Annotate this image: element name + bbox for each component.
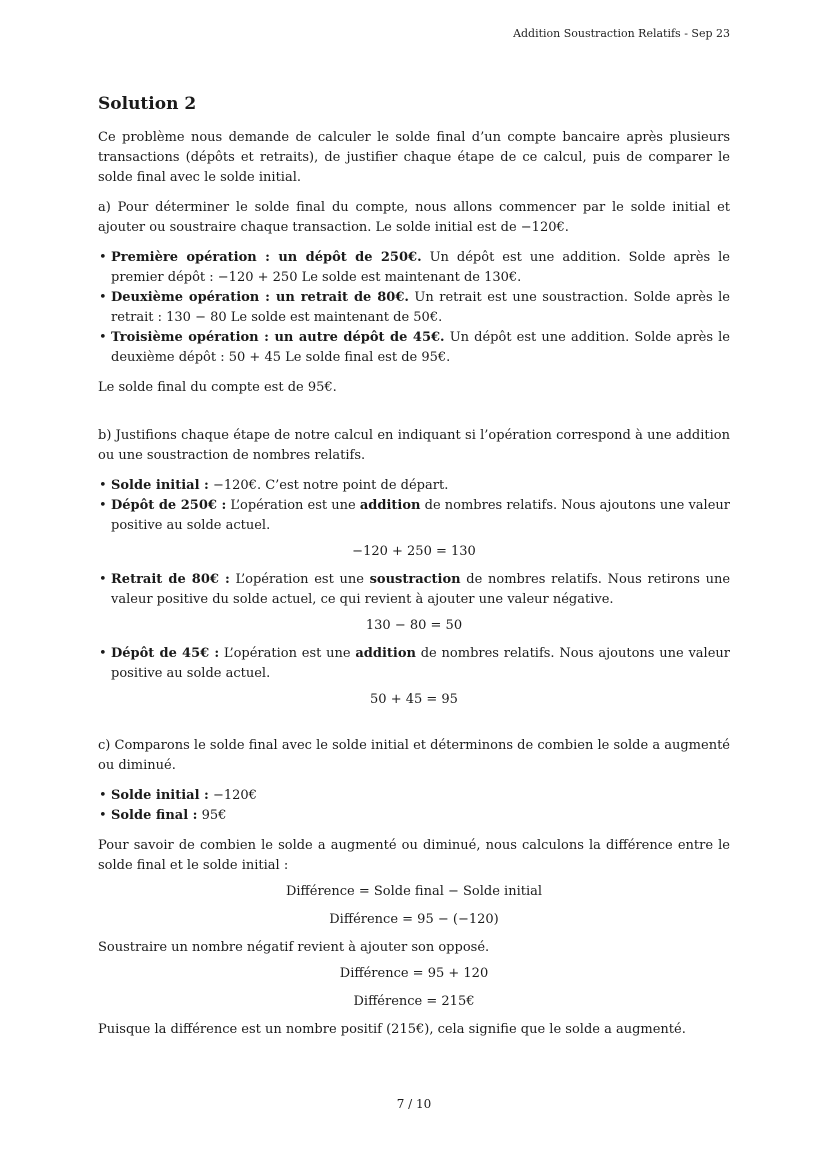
running-header: Addition Soustraction Relatifs - Sep 23 [513,27,730,40]
list-item: • Retrait de 80€ : L’opération est une soustraction de nombres relatifs. Nous retirons une valeur positive du solde actuel, ce qui revient à ajouter une valeur négative. [98,570,730,610]
part-b-list-cont2 [98,644,730,684]
equation: Différence = 95 − (−120) [329,912,499,927]
list-item: • Dépôt de 250€ : L’opération est une addition de nombres relatifs. Nous ajoutons une valeur positive au solde actuel. [98,496,730,536]
list-item: • Deuxième opération : un retrait de 80€. Un retrait est une soustraction. Solde après le retrait : 130 − 80 Le solde est maintenant de 50€. [98,288,730,328]
equation: Différence = Solde final − Solde initial [285,884,543,899]
part-c-paragraph: Pour savoir de combien le solde a augmenté ou diminué, nous calculons la différence entre le solde final et le solde initial : [98,838,730,873]
part-a-conclusion: Le solde final du compte est de 95€. [98,380,337,395]
part-c-list [98,786,730,826]
list-item: • Dépôt de 45€ : L’opération est une addition de nombres relatifs. Nous ajoutons une valeur positive au solde actuel. [98,644,730,684]
document-body [98,94,730,1050]
list-item: • Troisième opération : un autre dépôt de 45€. Un dépôt est une addition. Solde après le deuxième dépôt : 50 + 45 Le solde final est de 95€. [98,328,730,368]
list-item: • Première opération : un dépôt de 250€. Un dépôt est une addition. Solde après le premier dépôt : −120 + 250 Le solde est maintenant de 130€. [98,248,730,288]
part-c-conclusion: Puisque la différence est un nombre positif (215€), cela signifie que le solde a augmenté. [98,1022,686,1037]
part-b-list-cont [98,570,730,610]
part-b-list [98,476,730,536]
page-number: 7 / 10 [396,1097,432,1111]
equation: 50 + 45 = 95 [370,692,458,707]
equation: −120 + 250 = 130 [352,544,476,559]
part-a-intro: a) Pour déterminer le solde final du compte, nous allons commencer par le solde initial et ajouter ou soustraire chaque transaction. Le solde initial est de −120€. [98,200,730,235]
part-b-intro: b) Justifions chaque étape de notre calcul en indiquant si l’opération correspond à une addition ou une soustraction de nombres relatifs. [98,428,730,463]
list-item: • Solde initial : −120€. C’est notre point de départ. [98,476,730,496]
list-item: • Solde initial : −120€ [98,786,730,806]
equation: Différence = 215€ [353,994,475,1009]
equation: Différence = 95 + 120 [339,966,489,981]
intro-paragraph: Ce problème nous demande de calculer le solde final d’un compte bancaire après plusieurs transactions (dépôts et retraits), de justifier chaque étape de ce calcul, puis de comparer le solde final avec le solde initial. [98,130,730,185]
solution-title: Solution 2 [98,94,197,114]
equation: 130 − 80 = 50 [365,618,463,633]
part-c-intro: c) Comparons le solde final avec le solde initial et déterminons de combien le solde a augmenté ou diminué. [98,738,730,773]
part-c-paragraph: Soustraire un nombre négatif revient à ajouter son opposé. [98,940,490,955]
part-a-list [98,248,730,368]
list-item: • Solde final : 95€ [98,806,730,826]
